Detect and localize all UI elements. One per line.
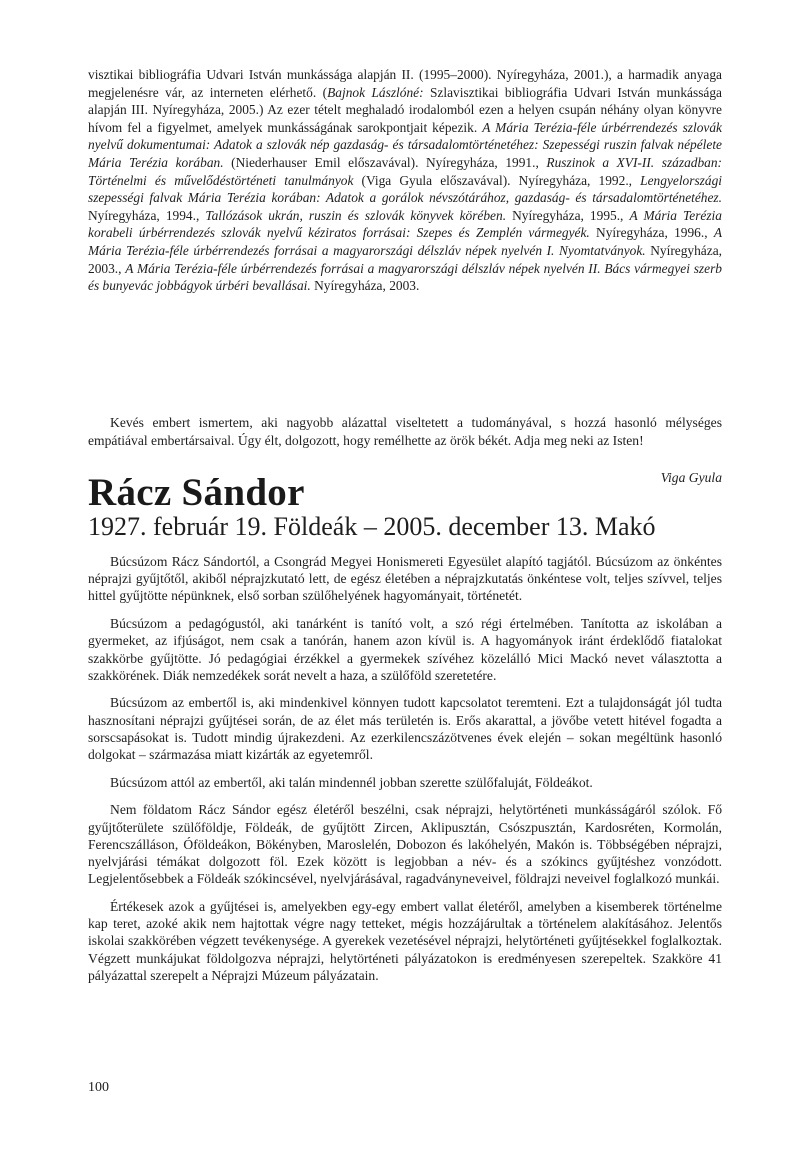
page-number: 100	[88, 1080, 109, 1095]
reference-text: Nyíregyháza, 1995.,	[506, 207, 630, 223]
reference-text: Nyíregyháza, 1996.,	[589, 225, 714, 241]
body-paragraph: Nem földatom Rácz Sándor egész életéről beszélni, csak néprajzi, helytörténeti munkásságáról szólok. Fő gyűjtőterülete szülőföldje, Földeák, de gyűjtött Zircen, Aklipusztán, Csószpusztán, Kardosréten, Kormolán, Ferencszálláson, Óföldeákon, Bökényben, Maroslelén, Dobozon és lakóhelyén, Makón is. Többségében néprajzi, nyelvjárási témákat dolgozott föl. Ezek között is legjobban a név- és a szókincs gyűjtéshez vonzódott. Legjelentősebbek a Földeák szókincsével, nyelvjárásával, ragadványneveivel, földrajzi neveivel foglalkozó munkái.	[88, 802, 722, 887]
obituary-title: Rácz Sándor	[88, 471, 305, 514]
signature: Viga Gyula	[660, 470, 722, 485]
body-paragraph: Búcsúzom a pedagógustól, aki tanárként is tanító volt, a szó régi értelmében. Tanította az iskolában a gyermeket, az ifjúságot, nem csak a tanórán, hanem azon kívül is. A hagyományok iránt érdeklődő fiatalokat szakkörbe gyűjtötte. Jó pedagógiai érzékkel a gyermekek szívéhez közelálló Mici Mackó nevet választotta a szakkörének. Diák nemzedékek sorát nevelt a haza, a szülőföld szeretetére.	[88, 616, 722, 683]
reference-text: Nyíregyháza, 2003.	[310, 278, 420, 294]
reference-title: Ruszinok a XVI-II. században: Történelmi és művelődéstörténeti tanulmányok	[88, 154, 722, 188]
body-paragraph: Búcsúzom attól az embertől, aki talán mindennél jobban szerette szülőfaluját, Földeákot.	[110, 774, 593, 790]
reference-text: Nyíregyháza, 2003.,	[88, 242, 722, 276]
reference-text: Szlavisztikai bibliográfia Udvari István munkássága alapján III. Nyíregyháza, 2005.) Az ezer tételt meghaladó irodalomból ezen a helyen csupán néhány olyan könyvre hívom fel a figyelmet, amelyek munkásságának sarokpontjait képezik.	[88, 84, 722, 135]
body-paragraph: Búcsúzom az embertől is, aki mindenkivel könnyen tudott kapcsolatot teremteni. Ezt a tulajdonságát jól tudta hasznosítani néprajzi gyűjtései során, de az élet más területén is. Erős akarattal, a jövőbe vetett hitével fogadta a sorscsapásokat is. Tudott mindig újrakezdeni. Az ezerkilencszázötvenes évek elején – sokan megéltünk hasonló dolgokat – származása miatt kizárták az egyetemről.	[88, 695, 722, 763]
closing-paragraph: Kevés embert ismertem, aki nagyobb alázattal viseltetett a tudományával, s hozzá hasonló mélységes empátiával embertársaival. Úgy élt, dolgozott, hogy remélhette az örök békét. Adja meg neki az Isten!	[88, 415, 722, 448]
reference-title: A Mária Terézia-féle úrbérrendezés forrásai a magyarországi délszláv népek nyelvén II. Bács vármegyei szerb és bunyevác jobbágyok úrbéri bevallásai.	[88, 260, 722, 294]
obituary-body	[88, 553, 722, 994]
body-paragraph: Értékesek azok a gyűjtései is, amelyekben egy-egy embert vallat életéről, amelyben a kisemberek történelme kap teret, azoké akik nem hajtottak végre nagy tetteket, mégis hozzájárultak a történelem alakításához. Jelentős iskolai szakkörében végzett tevékenysége. A gyerekek vezetésével néprajzi, helytörténeti gyűjtésekkel foglalkoztak. Végzett munkájukat földolgozva néprajzi, helytörténeti pályázatokon is eredményesen szerepeltek. Szakköre 41 pályázattal szerepelt a Néprajzi Múzeum pályázatain.	[88, 898, 722, 983]
body-paragraph: Búcsúzom Rácz Sándortól, a Csongrád Megyei Honismereti Egyesület alapító tagjától. Búcsúzom az önkéntes néprajzi gyűjtőtől, akiből néprajzkutató lett, de egész életében a néprajzkutatás önkéntese volt, teljes szívvel, teljes hittel gyűjtötte népünknek, első sorban szülőhelyének hagyományait, történetét.	[88, 554, 722, 604]
reference-title: A Mária Terézia korabeli úrbérrendezés szlovák nyelvű kéziratos forrásai: Szepes és Zemplén vármegyék.	[88, 207, 722, 241]
reference-title: Tallózások ukrán, ruszin és szlovák könyvek körében.	[205, 207, 507, 223]
reference-text: (Viga Gyula előszavával). Nyíregyháza, 1992.,	[353, 172, 641, 188]
reference-title: Bajnok Lászlóné:	[327, 84, 424, 100]
reference-text: Nyíregyháza, 1994.,	[88, 207, 206, 223]
bibliography-paragraph	[88, 66, 722, 295]
reference-title: Lengyelországi szepességi falvak Mária Terézia korában: Adatok a gorálok névszótárához, gazdaság- és társadalomtörténetéhez.	[88, 172, 722, 206]
reference-text: (Niederhauser Emil előszavával). Nyíregyháza, 1991.,	[223, 154, 547, 170]
reference-title: A Mária Terézia-féle úrbérrendezés forrásai a magyarországi délszláv népek nyelvén I. Nyomtatványok.	[88, 225, 722, 258]
reference-text: visztikai bibliográfia Udvari István munkássága alapján II. (1995–2000). Nyíregyháza, 2001.), a harmadik anyaga megjelenésre vár, az interneten elérhető. (	[88, 67, 722, 100]
reference-title: A Mária Terézia-féle úrbérrendezés szlovák nyelvű dokumentumai: Adatok a szlovák nép gazdaság- és társadalomtörténetéhez: Szepességi ruszin falvak népélete Mária Terézia korában.	[88, 119, 722, 170]
bibliography-block	[88, 66, 722, 295]
obituary-dates: 1927. február 19. Földeák – 2005. december 13. Makó	[88, 512, 656, 541]
